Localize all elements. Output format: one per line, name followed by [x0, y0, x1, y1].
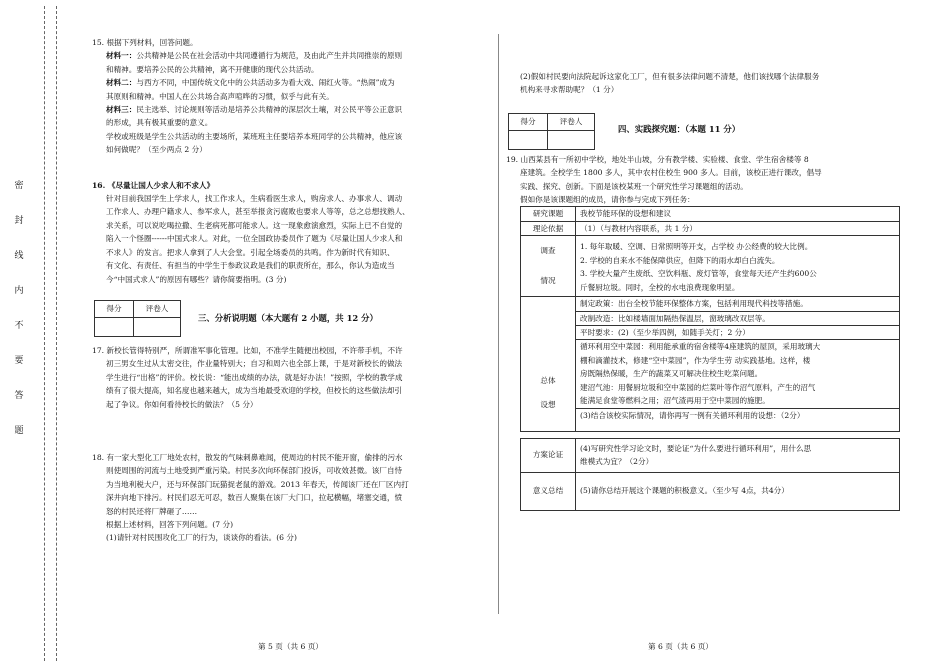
page-6: [506, 70, 908, 511]
q16-line: 求关系，可以说吃喝拉撒、生老病死都可能求人。这一现象愈演愈烈，实际上已不自觉的: [106, 220, 403, 230]
question-15: [92, 36, 494, 157]
q19-intro: 假如你是该课题组的成员，请你参与完成下列任务：: [520, 195, 695, 205]
survey-line: 斤餐厨垃圾。同时，全校的水电浪费现象明显。: [580, 282, 740, 292]
q17-line: 绩有了很大提高，知名度也越来越大，成为当地最受欢迎的学校，但校长的这些做法却引: [106, 386, 403, 396]
q15-stem: 15. 根据下列材料，回答问题。: [92, 38, 198, 47]
page-5-footer: 第 5 页（共 6 页）: [258, 642, 323, 651]
score-cell-label: 得分: [509, 113, 548, 130]
seal-char: 题: [14, 426, 24, 436]
seal-char: 线: [14, 251, 24, 261]
argument-line: 维模式为宜？（2分）: [580, 457, 654, 466]
q15-ask: 学校或班级是学生公共活动的主要场所，某班班主任要培养本班同学的公共精神，他应该: [106, 131, 403, 141]
seal-char: 不: [14, 321, 24, 331]
score-box: [94, 300, 181, 337]
material-text: 其原则和精神。中国人在公共场合高声喧哗的习惯，似乎与此有关。: [106, 91, 334, 101]
q17-line: 学生进行“出格”的评价。校长说：“能出成绩的办法，就是好办法！”按照，学校的教学成: [106, 372, 403, 382]
score-cell[interactable]: [509, 130, 548, 149]
survey-label: 调查: [540, 246, 556, 256]
row-label: 意义总结: [521, 472, 576, 510]
page-6-footer: 第 6 页（共 6 页）: [648, 642, 713, 651]
plan-line: 循环利用空中菜园：利用能承重的宿舍楼等4座建筑的屋顶，采用玻璃大: [580, 342, 821, 352]
q16-line: 针对目前我国学生上学求人，找工作求人，生病看医生求人，购房求人、办事求人、调动: [106, 194, 403, 204]
section-3-title: 三、分析说明题（本大题有 2 小题，共 12 分）: [198, 312, 378, 323]
survey-line: 1. 每年取暖、空调、日常照明等开支，占学校 办公经费的较大比例。: [580, 242, 813, 252]
score-box: [508, 113, 595, 150]
plan-label: 总体: [540, 376, 556, 386]
q18-sub2: (2)假如村民要向法院起诉这家化工厂，但有很多法律问题不清楚，他们该找哪个法律服务: [520, 72, 820, 81]
row-label: [521, 236, 576, 297]
grader-cell[interactable]: [134, 317, 181, 336]
argument-line: (4)写研究性学习论文时，要论证“为什么要进行循环利用”，用什么思: [580, 443, 812, 453]
material-text: 与西方不同，中国传统文化中的公共活动多为看大戏、闹红火等。“热闹”成为: [136, 78, 395, 88]
topic-cell: 我校节能环保的设想和建议: [576, 207, 900, 221]
score-cell[interactable]: [95, 317, 134, 336]
plan-line: 改制改造：比如楼墙面加隔热保温层，窗玻璃改双层等。: [576, 311, 900, 325]
q18-line: 深井向地下排污。村民们忍无可忍，数百人聚集在该厂大门口，拉起横幅，堵塞交通，愤: [106, 493, 403, 503]
research-table: [520, 206, 900, 431]
page-5: [92, 36, 494, 545]
question-17: [92, 344, 494, 411]
material-text: 和精神。要培养公民的公共精神，离不开健康的现代公共活动。: [106, 64, 319, 74]
q16-line: 不求人》的发言。把求人拿到了人大会堂。引起全场委员的共鸣。作为新时代有知识、: [106, 247, 395, 257]
binding-line-1: [44, 6, 45, 661]
question-18: [92, 451, 494, 545]
material-label: 材料三：: [106, 105, 137, 115]
section-4-title: 四、实践探究题：（本题 11 分）: [618, 123, 741, 134]
plan-line: 能满足食堂等燃料之用；沼气渣再用于空中菜园的施肥。: [580, 396, 770, 406]
row-label: 理论依据: [521, 221, 576, 235]
seal-char: 要: [14, 356, 24, 366]
q18-sub2: 机构来寻求帮助呢？（1 分）: [520, 85, 619, 95]
q18-ask: 根据上述材料，回答下列问题。(7 分): [106, 519, 234, 529]
question-19: [506, 153, 908, 207]
q19-line: 实践、探究、创新。下面是该校某班一个研究性学习课题组的活动。: [520, 181, 748, 191]
material-label: 材料一：: [106, 51, 137, 61]
plan-line[interactable]: 平时要求：(2)（至少举四例，如随手关灯；2 分）: [576, 326, 900, 340]
plan-line: 棚和滴灌技术，修建“空中菜园”，作为学生劳 动实践基地。这样，楼: [580, 355, 811, 365]
survey-line: 2. 学校的自来水不能保障供应，但降下的雨水却白白流失。: [580, 255, 780, 265]
theory-cell[interactable]: （1）（与教材内容联系，共 1 分）: [576, 221, 900, 235]
survey-line: 3. 学校大量产生废纸、空饮料瓶、废灯管等，食堂每天还产生约600公: [580, 269, 817, 279]
row-label: 方案论证: [521, 438, 576, 472]
row-label: [521, 297, 576, 431]
material-text: 的形成，具有极其重要的意义。: [106, 118, 213, 128]
seal-char: 答: [14, 391, 24, 401]
row-label: 研究课题: [521, 207, 576, 221]
binding-margin: [0, 0, 80, 671]
grader-cell-label: 评卷人: [548, 113, 595, 130]
q18-line: 18. 有一家大型化工厂地处农村，散发的气味刺鼻难闻，使周边的村民不能开窗，偷排的污水: [92, 452, 403, 462]
q18-sub1: (1)请针对村民围攻化工厂的行为，谈谈你的看法。(6 分): [106, 533, 297, 543]
plan-line[interactable]: (3)结合该校实际情况，请你再写一例有关循环利用的设想：（2分）: [576, 408, 900, 431]
plan-line: 建沼气池：用餐厨垃圾和空中菜园的烂菜叶等作沼气原料，产生的沼气: [580, 382, 816, 392]
q19-line: 座建筑。全校学生 1800 多人，其中农村住校生 900 多人。目前，该校正进行课改，倡导: [520, 168, 822, 178]
plan-cell: [576, 340, 900, 408]
material-text: 公共精神是公民在社会活动中共同遵循行为规范，及由此产生并共同推崇的原则: [136, 51, 403, 61]
page-divider: [498, 34, 499, 614]
q16-line: 陷入一个怪圈------中国式求人。对此，一位全国政协委员作了题为《尽量让国人少求人和: [106, 234, 403, 244]
q17-line: 初三男女生过从太密交往，作业量特别大；自习和周六也全部上课，于是对新校长的做法: [106, 359, 403, 369]
seal-char: 内: [14, 286, 24, 296]
plan-line: 制定政策：出台全校节能环保整体方案，包括利用现代科技等措施。: [576, 297, 900, 311]
q16-line: 有文化、有责任、有担当的中学生于参政议政是我们的职责所在，那么，你认为造成当: [106, 261, 395, 271]
q17-line: 17. 新校长管得特别严，所谓准军事化管理。比如，不准学生随便出校园，不许带手机，不许: [92, 345, 403, 355]
summary-cell[interactable]: (5)请你总结开展这个课题的积极意义。（至少写 4点，共4分）: [576, 472, 900, 510]
q16-line: 工作求人、办理户籍求人、参军求人，甚至举报贪污腐败也要求人等等，总之总想找熟人、: [106, 207, 410, 217]
binding-line-2: [56, 6, 57, 661]
q18-line: 为当地利税大户，还与环保部门玩猫捉老鼠的游戏。2013 年春天，传闻该厂还在厂区内打: [106, 479, 409, 489]
section-3-header: [92, 300, 494, 336]
grader-cell[interactable]: [548, 130, 595, 149]
q19-line: 19. 山西某县有一所初中学校，地处半山坡，分有教学楼、实验楼、食堂、学生宿舍楼等 8: [506, 154, 809, 164]
q15-ask: 如何做呢？（至少两点 2 分）: [106, 145, 207, 155]
section-4-header: [506, 113, 908, 149]
material-label: 材料二：: [106, 78, 137, 88]
q18-line: 则使周围的河流与土地受到严重污染。村民多次向环保部门投诉，可收效甚微。该厂自恃: [106, 466, 403, 476]
q16-title: 16. 《尽量让国人少求人和不求人》: [92, 180, 215, 190]
plan-label: 设想: [540, 399, 556, 409]
seal-char: 密: [14, 181, 24, 191]
q18-line: 怒的村民还将厂牌砸了……: [106, 506, 198, 516]
argument-table: [520, 438, 900, 511]
q16-line: 今“中国式求人”的原因有哪些？请你简要指明。(3 分): [106, 274, 287, 284]
seal-char: 封: [14, 216, 24, 226]
material-text: 民主选举、讨论规则等活动是培养公共精神的深层次土壤，对公民平等公正意识: [136, 105, 403, 115]
grader-cell-label: 评卷人: [134, 300, 181, 317]
survey-cell: [576, 236, 900, 297]
survey-label: 情况: [540, 276, 556, 286]
question-16: [92, 179, 494, 286]
score-cell-label: 得分: [95, 300, 134, 317]
q17-line: 起了争议。你如何看待校长的做法？（5 分）: [106, 399, 258, 409]
plan-line: 房既隔热保暖，生产的蔬菜又可解决住校生吃菜问题。: [580, 369, 763, 379]
argument-cell[interactable]: [576, 438, 900, 472]
